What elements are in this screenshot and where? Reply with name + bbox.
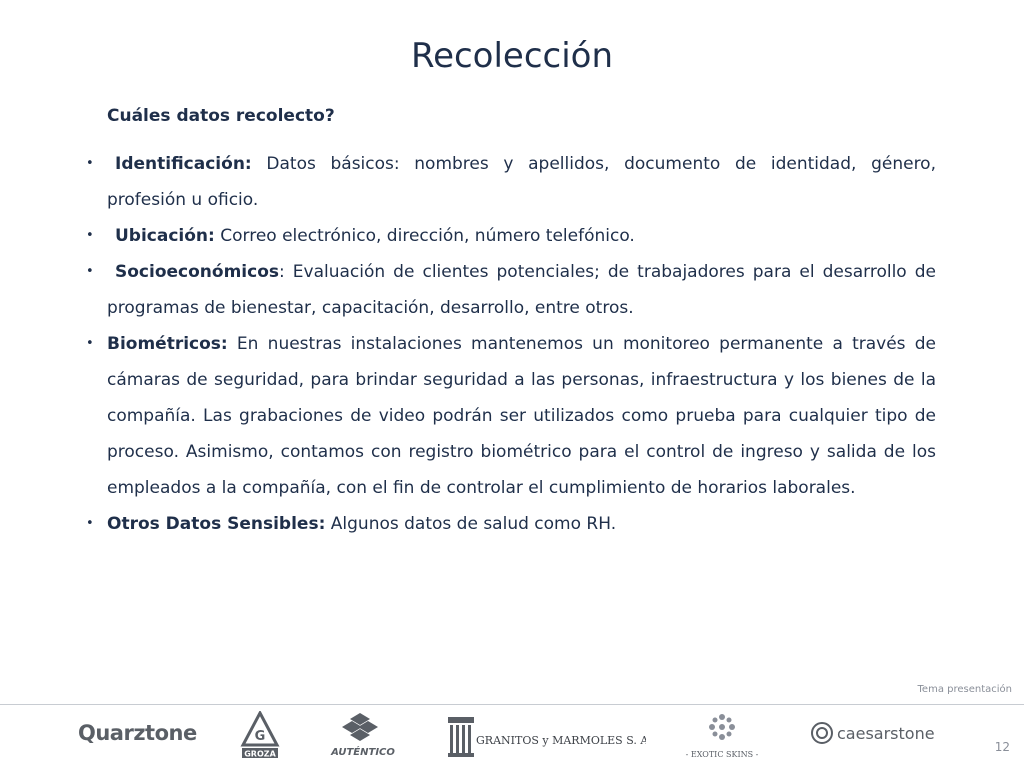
- list-item-socioeconomicos: [86, 254, 936, 326]
- theme-label: Tema presentación: [917, 684, 1012, 695]
- svg-text:GROZA: GROZA: [244, 749, 276, 759]
- bullet-icon: •: [86, 156, 94, 171]
- svg-text:G: G: [254, 729, 266, 744]
- autentico-logo: [328, 713, 398, 759]
- list-item-biometricos: [86, 326, 936, 506]
- item-text: Datos básicos: nombres y apellidos, documento de identidad, género, profesión u oficio.: [107, 154, 936, 210]
- bullet-icon: •: [86, 264, 94, 279]
- slide-subtitle: Cuáles datos recolecto?: [107, 106, 335, 126]
- caesarstone-logo: [810, 721, 950, 749]
- item-label: Socioeconómicos: [115, 262, 279, 282]
- item-label: Identificación:: [115, 154, 252, 174]
- bullet-icon: •: [86, 516, 94, 531]
- exotic-skins-logo: [676, 711, 768, 763]
- list-item-identificacion: [86, 146, 936, 218]
- footer-logos: [0, 705, 1024, 768]
- svg-text:GRANITOS y MARMOLES S. A.: GRANITOS y MARMOLES S. A.: [476, 734, 646, 747]
- bullet-list: [86, 146, 936, 542]
- svg-text:AUTÉNTICO: AUTÉNTICO: [331, 747, 395, 758]
- item-label: Otros Datos Sensibles:: [107, 514, 326, 534]
- item-label: Ubicación:: [115, 226, 215, 246]
- bullet-icon: •: [86, 336, 94, 351]
- item-text: En nuestras instalaciones mantenemos un monitoreo permanente a través de cámaras de seguridad, para brindar seguridad a las personas, infraestructura y los bienes de la compañía. Las grabaciones de video podrán ser utilizados como prueba para cualquier tipo de proceso. Asimismo, contamos con registro biométrico para el control de ingreso y salida de los empleados a la compañía, con el fin de controlar el cumplimiento de horarios laborales.: [107, 334, 936, 498]
- item-text: Algunos datos de salud como RH.: [325, 514, 617, 534]
- page-number: 12: [994, 740, 1010, 754]
- svg-text:caesarstone: caesarstone: [837, 724, 935, 743]
- quarztone-logo: Quarztone: [78, 721, 197, 745]
- item-label: Biométricos:: [107, 334, 228, 354]
- item-text: Correo electrónico, dirección, número telefónico.: [214, 226, 635, 246]
- svg-text:- EXOTIC SKINS -: - EXOTIC SKINS -: [685, 750, 759, 759]
- list-item-ubicacion: [86, 218, 936, 254]
- list-item-otros: [86, 506, 936, 542]
- granitos-marmoles-logo: [446, 713, 646, 761]
- slide-title: Recolección: [410, 36, 614, 76]
- bullet-icon: •: [86, 228, 94, 243]
- groza-logo: [240, 711, 280, 763]
- item-text: : Evaluación de clientes potenciales; de trabajadores para el desarrollo de programas de bienestar, capacitación, desarrollo, entre otros.: [107, 262, 936, 318]
